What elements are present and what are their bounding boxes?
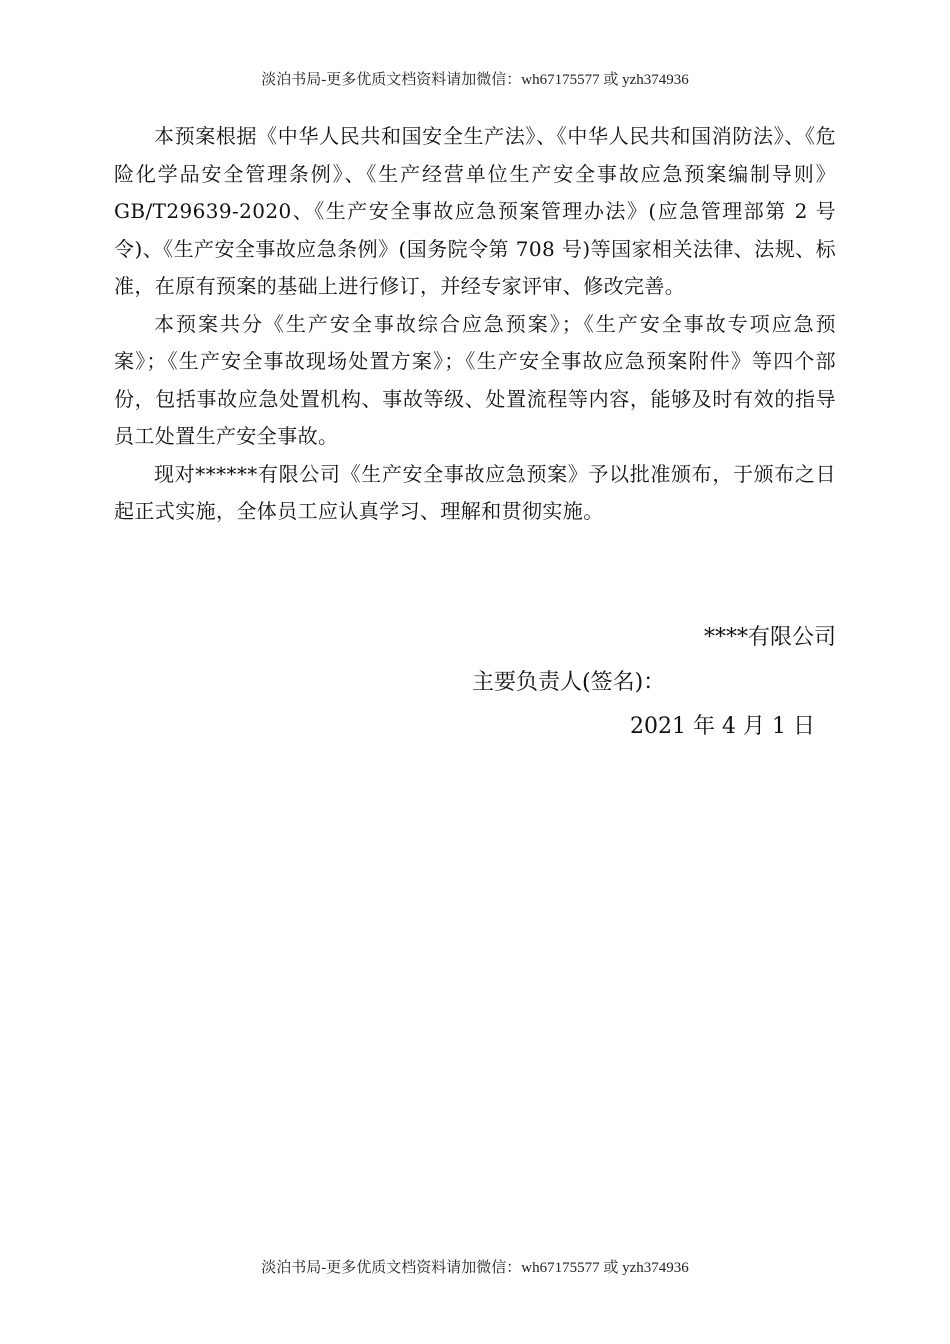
page-header-watermark: 淡泊书局-更多优质文档资料请加微信：wh67175577 或 yzh374936	[261, 72, 689, 88]
signature-date: 2021 年 4 月 1 日	[630, 714, 815, 739]
paragraph-basis: 本预案根据《中华人民共和国安全生产法》、《中华人民共和国消防法》、《危险化学品安全管理条例》、《生产经营单位生产安全事故应急预案编制导则》GB/T29639-2020、《生产安全事故应急预案管理办法》(应急管理部第 2 号令)、《生产安全事故应急条例》(国务院令第 708 号)等国家相关法律、法规、标准，在原有预案的基础上进行修订，并经专家评审、修改完善。	[114, 124, 836, 298]
document-body	[114, 118, 836, 531]
paragraph-structure: 本预案共分《生产安全事故综合应急预案》；《生产安全事故专项应急预案》；《生产安全事故现场处置方案》；《生产安全事故应急预案附件》等四个部份，包括事故应急处置机构、事故等级、处置流程等内容，能够及时有效的指导员工处置生产安全事故。	[114, 311, 836, 448]
page-footer-watermark: 淡泊书局-更多优质文档资料请加微信：wh67175577 或 yzh374936	[261, 1260, 689, 1276]
signature-person: 主要负责人(签名)：	[472, 670, 666, 695]
signature-company: ****有限公司	[703, 625, 836, 650]
paragraph-approval: 现对******有限公司《生产安全事故应急预案》予以批准颁布，于颁布之日起正式实施，全体员工应认真学习、理解和贯彻实施。	[114, 461, 836, 523]
